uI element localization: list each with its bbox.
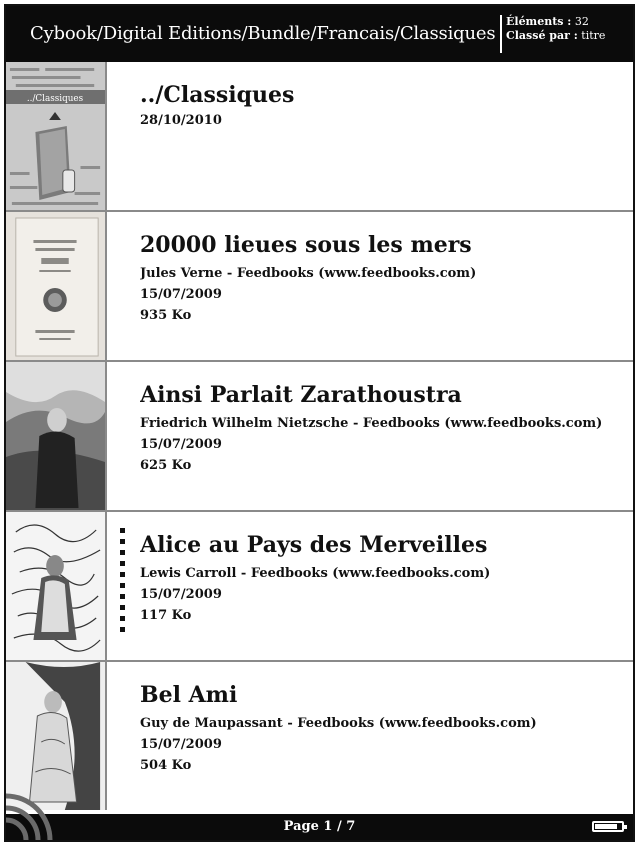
footer-bar: [6, 814, 633, 840]
item-author: Jules Verne - Feedbooks (www.feedbooks.com): [140, 267, 477, 281]
item-info: [140, 680, 627, 773]
library-info: [500, 15, 630, 53]
item-size: 117 Ko: [140, 609, 192, 623]
item-size: 504 Ko: [140, 759, 192, 773]
item-title: Ainsi Parlait Zarathoustra: [140, 382, 462, 408]
item-author: Friedrich Wilhelm Nietzsche - Feedbooks (www.feedbooks.com): [140, 417, 603, 431]
item-info: [140, 530, 627, 623]
item-size: 935 Ko: [140, 309, 192, 323]
item-author: Guy de Maupassant - Feedbooks (www.feedbooks.com): [140, 717, 537, 731]
reader-screen: [4, 4, 635, 842]
book-list: [6, 62, 633, 812]
breadcrumb-path[interactable]: Cybook/Digital Editions/Bundle/Francais/Classiques: [30, 23, 496, 44]
header-bar: [6, 6, 633, 62]
book-cover: [6, 512, 107, 660]
item-author: Lewis Carroll - Feedbooks (www.feedbooks.com): [140, 567, 491, 581]
book-cover: [6, 662, 107, 810]
folder-cover: [6, 62, 107, 210]
item-info: [140, 380, 627, 473]
folder-up-icon: [6, 62, 105, 210]
book-cover-art: [6, 362, 105, 510]
list-item-book[interactable]: [6, 662, 633, 812]
list-item-book[interactable]: [6, 362, 633, 512]
item-title: Alice au Pays des Merveilles: [140, 532, 488, 558]
elements-count: Éléments : 32: [506, 15, 589, 28]
item-date: 15/07/2009: [140, 288, 222, 302]
battery-icon: [592, 821, 624, 832]
sort-order[interactable]: Classé par : titre: [506, 29, 606, 42]
item-title: Bel Ami: [140, 682, 238, 708]
item-title: 20000 lieues sous les mers: [140, 232, 472, 258]
page-indicator: Page 1 / 7: [283, 819, 356, 834]
list-item-book-selected[interactable]: [6, 512, 633, 662]
item-title: ../Classiques: [140, 82, 295, 108]
item-date: 15/07/2009: [140, 738, 222, 752]
item-size: 625 Ko: [140, 459, 192, 473]
book-cover: [6, 362, 107, 510]
book-cover-art: [6, 662, 105, 810]
book-cover: [6, 212, 107, 360]
item-info: [140, 230, 627, 323]
item-date: 15/07/2009: [140, 588, 222, 602]
list-item-parent-folder[interactable]: [6, 62, 633, 212]
item-date: 28/10/2010: [140, 114, 222, 128]
list-item-book[interactable]: [6, 212, 633, 362]
selection-marker-icon: [120, 528, 126, 638]
item-date: 15/07/2009: [140, 438, 222, 452]
battery-level: [595, 824, 617, 829]
cover-label: ../Classiques: [26, 93, 84, 105]
book-cover-art: [6, 212, 105, 360]
item-info: [140, 80, 627, 128]
book-cover-art: [6, 512, 105, 660]
